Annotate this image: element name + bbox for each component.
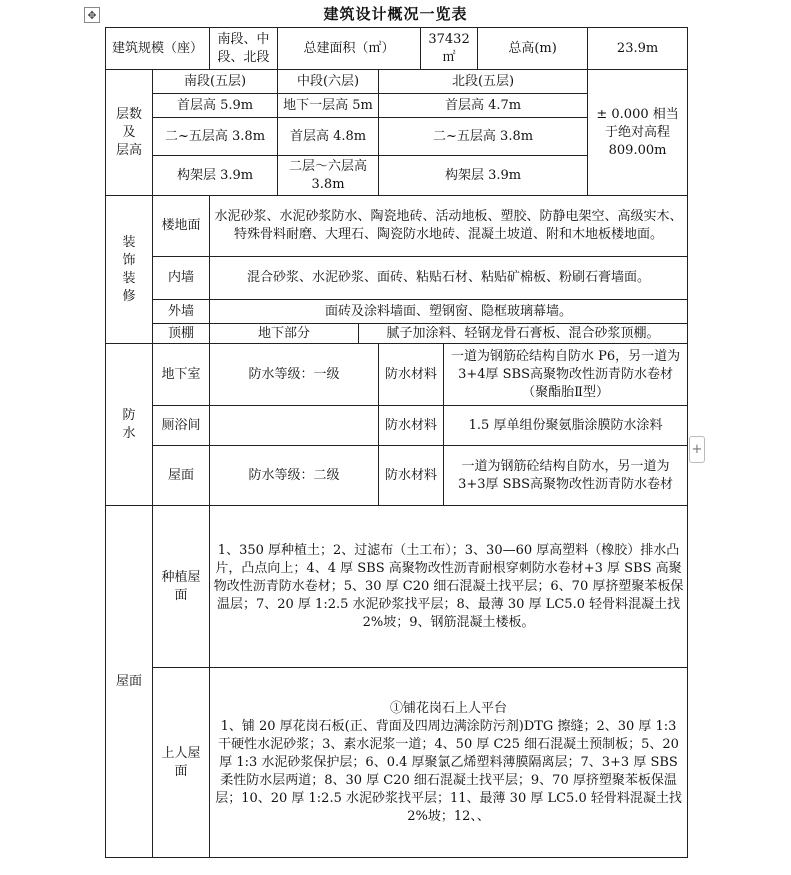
table-row (106, 668, 688, 858)
basement-grade: 防水等级：一级 (210, 344, 379, 406)
table-row (106, 300, 688, 324)
height-value: 23.9m (588, 28, 688, 70)
scale-value: 南段、中段、北段 (210, 28, 278, 70)
south-floor-1: 首层高 5.9m (153, 94, 278, 118)
roof-material: 一道为钢筋砼结构自防水，另一道为 3+3厚 SBS高聚物改性沥青防水卷材 (444, 446, 688, 506)
planted-roof-label: 种植屋面 (153, 506, 210, 668)
accessible-roof-heading: ①铺花岗石上人平台 (390, 700, 508, 716)
scale-label: 建筑规模（座） (106, 28, 210, 70)
roof-waterproof-label: 屋面 (153, 446, 210, 506)
toilet-material-label: 防水材料 (379, 406, 444, 446)
table-move-handle-icon[interactable]: ✥ (84, 7, 100, 23)
table-row (106, 257, 688, 300)
elevation-note: ± 0.000 相当于绝对高程 809.00m (588, 70, 688, 196)
north-floor-3: 构架层 3.9m (379, 156, 588, 196)
table-row (106, 446, 688, 506)
table-row (106, 506, 688, 668)
table-row (106, 406, 688, 446)
south-floor-3: 构架层 3.9m (153, 156, 278, 196)
inner-wall-label: 内墙 (153, 257, 210, 300)
middle-section-header: 中段(六层) (278, 70, 379, 94)
roof-label: 屋面 (106, 506, 153, 858)
middle-floor-1: 地下一层高 5m (278, 94, 379, 118)
planted-roof-value: 1、350 厚种植土；2、过滤布（土工布）；3、30—60 厚高塑料（橡胶）排水凸片，凸点向上；4、4 厚 SBS 高聚物改性沥青耐根穿刺防水卷材+3 厚 SBS 高聚物改性沥青防水卷材；5、30 厚 C20 细石混凝土找平层；6、70 厚挤塑聚苯板保温层；7、20 厚 1:2.5 水泥砂浆找平层；8、最薄 30 厚 LC5.0 轻骨料混凝土找 2%坡；9、钢筋混凝土楼板。 (210, 506, 688, 668)
add-column-plus-icon[interactable]: + (689, 436, 705, 463)
table-row (106, 70, 688, 94)
toilet-grade (210, 406, 379, 446)
floor-finish-label: 楼地面 (153, 196, 210, 257)
page-title: 建筑设计概况一览表 (323, 5, 468, 23)
basement-material-label: 防水材料 (379, 344, 444, 406)
south-section-header: 南段(五层) (153, 70, 278, 94)
outer-wall-value: 面砖及涂料墙面、塑钢窗、隐框玻璃幕墙。 (210, 300, 688, 324)
height-label: 总高(m) (478, 28, 588, 70)
table-row (106, 28, 688, 70)
middle-floor-3: 二层～六层高 3.8m (278, 156, 379, 196)
table-row (106, 324, 688, 344)
toilet-material: 1.5 厚单组份聚氨脂涂膜防水涂料 (444, 406, 688, 446)
waterproof-label: 防 水 (106, 344, 153, 506)
decoration-label: 装 饰 装 修 (106, 196, 153, 344)
basement-label: 地下室 (153, 344, 210, 406)
accessible-roof-label: 上人屋面 (153, 668, 210, 858)
north-floor-1: 首层高 4.7m (379, 94, 588, 118)
area-value: 37432㎡ (421, 28, 478, 70)
outer-wall-label: 外墙 (153, 300, 210, 324)
area-label: 总建面积（㎡） (278, 28, 421, 70)
north-section-header: 北段(五层) (379, 70, 588, 94)
building-overview-table (105, 27, 688, 858)
accessible-roof-cell (210, 668, 688, 858)
roof-grade: 防水等级：二级 (210, 446, 379, 506)
ceiling-value: 腻子加涂料、轻钢龙骨石膏板、混合砂浆顶棚。 (359, 324, 688, 344)
table-row (106, 196, 688, 257)
floor-finish-value: 水泥砂浆、水泥砂浆防水、陶瓷地砖、活动地板、塑胶、防静电架空、高级实木、特殊骨料耐磨、大理石、陶瓷防水地砖、混凝土坡道、附和木地板楼地面。 (210, 196, 688, 257)
inner-wall-value: 混合砂浆、水泥砂浆、面砖、粘贴石材、粘贴矿棉板、粉刷石膏墙面。 (210, 257, 688, 300)
basement-material: 一道为钢筋砼结构自防水 P6，另一道为 3+4厚 SBS高聚物改性沥青防水卷材（聚酯胎Ⅱ型） (444, 344, 688, 406)
ceiling-label: 顶棚 (153, 324, 210, 344)
floors-label: 层数 及 层高 (106, 70, 153, 196)
table-row (106, 344, 688, 406)
south-floor-2: 二~五层高 3.8m (153, 118, 278, 156)
toilet-label: 厕浴间 (153, 406, 210, 446)
north-floor-2: 二~五层高 3.8m (379, 118, 588, 156)
roof-material-label: 防水材料 (379, 446, 444, 506)
accessible-roof-value: 1、铺 20 厚花岗石板(正、背面及四周边满涂防污剂)DTG 擦缝；2、30 厚 1:3 干硬性水泥砂浆；3、素水泥浆一道；4、50 厚 C25 细石混凝土预制板；5、20 厚 1:3 水泥砂浆保护层；6、0.4 厚聚氯乙烯塑料薄膜隔离层；7、3+3 厚 SBS 柔性防水层两道；8、30 厚 C20 细石混凝土找平层；9、70 厚挤塑聚苯板保温层；10、20 厚 1:2.5 水泥砂浆找平层；11、最薄 30 厚 LC5.0 轻骨料混凝土找 2%坡；12、、 (215, 718, 682, 824)
middle-floor-2: 首层高 4.8m (278, 118, 379, 156)
ceiling-part: 地下部分 (210, 324, 359, 344)
